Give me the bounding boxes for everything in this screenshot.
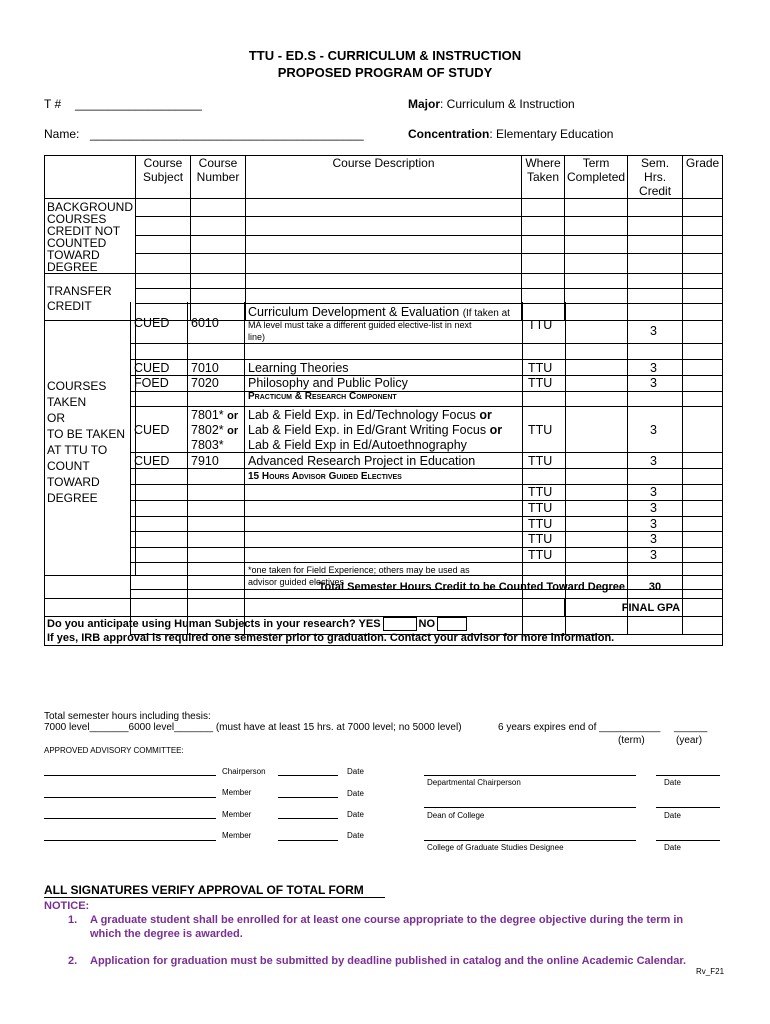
footnote-line2: advisor guided electives xyxy=(248,577,345,587)
member1-label: Member xyxy=(222,788,252,797)
dean-signature-line[interactable] xyxy=(424,807,636,808)
t-number-label: T # xyxy=(44,97,62,111)
grid-row-line xyxy=(130,547,722,548)
course-6010-number: 6010 xyxy=(191,316,219,330)
year-label: (year) xyxy=(676,735,703,746)
header-grade: Grade xyxy=(683,156,723,199)
major-label: Major xyxy=(408,97,441,111)
member2-label: Member xyxy=(222,810,252,819)
header-course-description: Course Description xyxy=(246,156,522,199)
elective-where: TTU xyxy=(528,501,553,515)
course-6010-note-end: line) xyxy=(248,332,266,342)
course-7020-where: TTU xyxy=(528,376,553,390)
grid-column-line xyxy=(722,302,723,635)
concentration-field xyxy=(408,127,613,141)
grad-designee-signature-line[interactable] xyxy=(424,840,636,841)
grid-row-line xyxy=(130,343,722,344)
footnote-line1: *one taken for Field Experience; others may be used as xyxy=(248,565,470,575)
major-value: : Curriculum & Instruction xyxy=(440,97,575,111)
header-term-completed: Term Completed xyxy=(565,156,628,199)
member2-date-label: Date xyxy=(347,810,364,819)
member1-date-label: Date xyxy=(347,789,364,798)
course-6010-description: Curriculum Development & Evaluation (If taken at xyxy=(248,305,510,319)
member3-date-line[interactable] xyxy=(278,840,338,841)
member2-signature-line[interactable] xyxy=(44,818,216,819)
verify-statement: ALL SIGNATURES VERIFY APPROVAL OF TOTAL FORM xyxy=(44,883,364,897)
course-7803-description: Lab & Field Exp in Ed/Autoethnography xyxy=(248,438,467,452)
member1-date-line[interactable] xyxy=(278,797,338,798)
notice-1-number: 1. xyxy=(68,914,78,926)
table-row xyxy=(45,235,723,253)
total-hours-label: Total Semester Hours Credit to be Counted Toward Degree xyxy=(45,576,628,599)
table-row xyxy=(45,254,723,274)
dept-chair-label: Departmental Chairperson xyxy=(427,778,521,787)
grid-row-line xyxy=(130,531,722,532)
chairperson-date-line[interactable] xyxy=(278,775,338,776)
elective-credit: 3 xyxy=(650,501,657,515)
member3-label: Member xyxy=(222,831,252,840)
dept-chair-date-line[interactable] xyxy=(656,775,720,776)
course-7910-subject: CUED xyxy=(134,454,170,468)
expires-field[interactable]: 6 years expires end of ___________ xyxy=(498,722,661,733)
committee-label: APPROVED ADVISORY COMMITTEE: xyxy=(44,746,184,755)
chairperson-label: Chairperson xyxy=(222,767,266,776)
grid-row-line xyxy=(130,406,722,407)
name-label: Name: xyxy=(44,127,80,141)
dept-chair-signature-line[interactable] xyxy=(424,775,636,776)
header-where-taken: Where Taken xyxy=(522,156,565,199)
notice-2-number: 2. xyxy=(68,955,78,967)
course-7010-where: TTU xyxy=(528,361,553,375)
concentration-label: Concentration xyxy=(408,127,490,141)
grid-row-line xyxy=(130,500,722,501)
dean-date-label: Date xyxy=(664,811,681,820)
grad-designee-date-label: Date xyxy=(664,843,681,852)
grid-row-line xyxy=(130,452,722,453)
grid-row-line xyxy=(130,484,722,485)
section-transfer: TRANSFER CREDIT xyxy=(45,274,136,321)
table-row xyxy=(45,217,723,235)
course-7020-number: 7020 xyxy=(191,376,219,390)
electives-label: 15 Hours Advisor Guided Electives xyxy=(248,471,402,482)
irb-notice: If yes, IRB approval is required one semester prior to graduation. Contact your advisor for more information. xyxy=(47,632,615,645)
course-7010-credit: 3 xyxy=(650,361,657,375)
section-background: BACKGROUND COURSES CREDIT NOT COUNTED TOWARD DEGREE xyxy=(45,199,136,274)
ttu-course-grid xyxy=(130,302,720,635)
course-7020-subject: FOED xyxy=(134,376,169,390)
chairperson-signature-line[interactable] xyxy=(44,775,216,776)
dept-chair-date-label: Date xyxy=(664,778,681,787)
header-course-subject: Course Subject xyxy=(136,156,191,199)
revision-code: Rv_F21 xyxy=(696,967,725,976)
course-7802-number: 7802* or xyxy=(191,423,239,437)
verify-underline xyxy=(44,897,385,898)
elective-credit: 3 xyxy=(650,532,657,546)
course-7801-description: Lab & Field Exp. in Ed/Technology Focus or xyxy=(248,408,492,422)
major-field xyxy=(408,97,575,111)
course-7803-number: 7803* xyxy=(191,438,224,452)
grid-row-line xyxy=(130,562,722,563)
member3-date-label: Date xyxy=(347,831,364,840)
elective-where: TTU xyxy=(528,485,553,499)
final-gpa-label: FINAL GPA xyxy=(565,599,683,617)
table-row xyxy=(45,274,723,289)
grid-row-line xyxy=(130,359,722,360)
section-ttu: COURSES TAKEN OR TO BE TAKEN AT TTU TO COUNT TOWARD DEGREE xyxy=(45,321,136,576)
elective-where: TTU xyxy=(528,517,553,531)
course-7010-subject: CUED xyxy=(134,361,170,375)
name-field[interactable]: _________________________________________ xyxy=(90,127,364,141)
course-7910-description: Advanced Research Project in Education xyxy=(248,454,476,468)
total-hours-value: 30 xyxy=(628,576,683,599)
course-7020-credit: 3 xyxy=(650,376,657,390)
course-7010-description: Learning Theories xyxy=(248,361,349,375)
elective-credit: 3 xyxy=(650,548,657,562)
course-6010-credit: 3 xyxy=(650,324,657,338)
table-header-row xyxy=(45,156,723,199)
grid-row-line xyxy=(130,589,722,590)
course-6010-note: MA level must take a different guided elective-list in next xyxy=(248,320,472,330)
chairperson-date-label: Date xyxy=(347,767,364,776)
notice-1-text: A graduate student shall be enrolled for at least one course appropriate to the degree objective during the term in xyxy=(90,914,684,926)
dean-label: Dean of College xyxy=(427,811,485,820)
concentration-value: : Elementary Education xyxy=(489,127,614,141)
course-7020-description: Philosophy and Public Policy xyxy=(248,376,408,390)
grid-row-line xyxy=(130,468,722,469)
grid-row-line xyxy=(130,516,722,517)
header-course-number: Course Number xyxy=(191,156,246,199)
term-label: (term) xyxy=(618,735,645,746)
member1-signature-line[interactable] xyxy=(44,797,216,798)
elective-credit: 3 xyxy=(650,517,657,531)
course-7010-number: 7010 xyxy=(191,361,219,375)
course-6010-where: TTU xyxy=(528,318,553,332)
dean-date-line[interactable] xyxy=(656,807,720,808)
form-subtitle: PROPOSED PROGRAM OF STUDY xyxy=(277,65,493,80)
member3-signature-line[interactable] xyxy=(44,840,216,841)
notice-2-text: Application for graduation must be submitted by deadline published in catalog and the online Academic Calendar. xyxy=(90,955,687,967)
grid-row-line xyxy=(130,634,722,635)
thesis-levels[interactable]: 7000 level_______6000 level_______ (must have at least 15 hrs. at 7000 level; no 5000 level) xyxy=(44,722,462,733)
grad-designee-label: College of Graduate Studies Designee xyxy=(427,843,564,852)
year-field[interactable]: ______ xyxy=(674,722,708,733)
course-780x-where: TTU xyxy=(528,423,553,437)
member2-date-line[interactable] xyxy=(278,818,338,819)
elective-where: TTU xyxy=(528,548,553,562)
form-title: TTU - ED.S - CURRICULUM & INSTRUCTION xyxy=(248,48,522,63)
course-6010-subject: CUED xyxy=(134,316,170,330)
course-7801-number: 7801* or xyxy=(191,408,239,422)
elective-credit: 3 xyxy=(650,485,657,499)
no-label: NO xyxy=(418,618,436,630)
course-7910-number: 7910 xyxy=(191,454,219,468)
course-7910-credit: 3 xyxy=(650,454,657,468)
table-row xyxy=(45,199,723,217)
notice-1-text-cont: which the degree is awarded. xyxy=(90,928,243,940)
course-780x-credit: 3 xyxy=(650,423,657,437)
grid-row-line xyxy=(130,391,722,392)
header-credit: Sem. Hrs. Credit xyxy=(628,156,683,199)
course-7802-description: Lab & Field Exp. in Ed/Grant Writing Focus or xyxy=(248,423,503,437)
grad-designee-date-line[interactable] xyxy=(656,840,720,841)
human-subjects-question: Do you anticipate using Human Subjects in your research? YES xyxy=(47,618,381,630)
course-780x-subject: CUED xyxy=(134,423,170,437)
practicum-label: Practicum & Research Component xyxy=(248,391,397,402)
course-7910-where: TTU xyxy=(528,454,553,468)
t-number-field[interactable]: ___________________ xyxy=(75,97,202,111)
elective-where: TTU xyxy=(528,532,553,546)
header-blank xyxy=(45,156,136,199)
thesis-label: Total semester hours including thesis: xyxy=(44,711,211,722)
notice-label: NOTICE: xyxy=(44,900,90,912)
